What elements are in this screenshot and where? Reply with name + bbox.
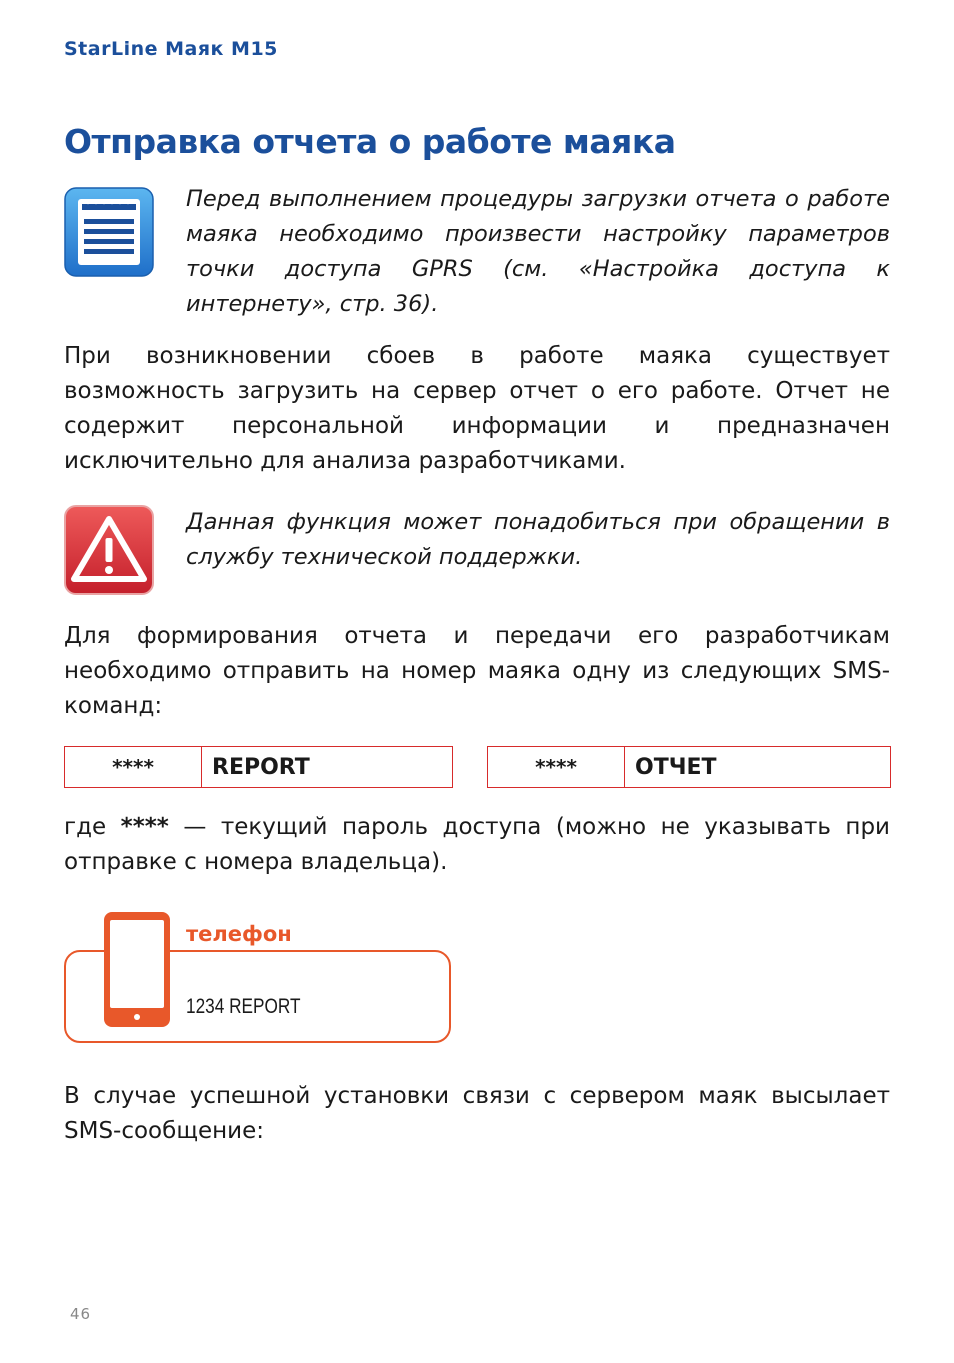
para3-prefix: где	[64, 814, 121, 840]
sms-sender-label: телефон	[186, 922, 292, 946]
commands-paragraph: Для формирования отчета и передачи его разработчикам необходимо отправить на номер маяка одну из следующих SMS-команд:	[64, 623, 890, 719]
page-title: Отправка отчета о работе маяка	[64, 122, 676, 161]
running-header: StarLine Маяк M15	[64, 38, 278, 60]
command-box-report	[64, 746, 453, 788]
warning-icon	[64, 505, 154, 595]
phone-icon	[104, 912, 170, 1027]
command-text: ОТЧЕТ	[635, 754, 717, 780]
notepad-icon	[64, 187, 154, 277]
password-explanation	[64, 810, 890, 880]
command-box-otchet	[487, 746, 891, 788]
sms-message: 1234 REPORT	[186, 995, 301, 1018]
support-note: Данная функция может понадобиться при обращении в службу технической поддержки.	[186, 509, 890, 570]
para3-bold: ****	[120, 814, 169, 840]
para3-rest: — текущий пароль доступа (можно не указывать при отправке с номера владельца).	[64, 814, 890, 875]
intro-paragraph: При возникновении сбоев в работе маяка существует возможность загрузить на сервер отчет о его работе. Отчет не содержит персональной информации и предназначен исключительно для анализа разработчиками.	[64, 343, 890, 474]
command-text: REPORT	[212, 754, 310, 780]
page-number: 46	[70, 1305, 92, 1323]
command-password: ****	[65, 747, 202, 787]
gprs-setup-note: Перед выполнением процедуры загрузки отчета о работе маяка необходимо произвести настройку параметров точки доступа GPRS (см. «Настройка доступа к интернету», стр. 36).	[186, 186, 890, 317]
success-paragraph: В случае успешной установки связи с сервером маяк высылает SMS-сообщение:	[64, 1083, 890, 1144]
command-password: ****	[488, 747, 625, 787]
